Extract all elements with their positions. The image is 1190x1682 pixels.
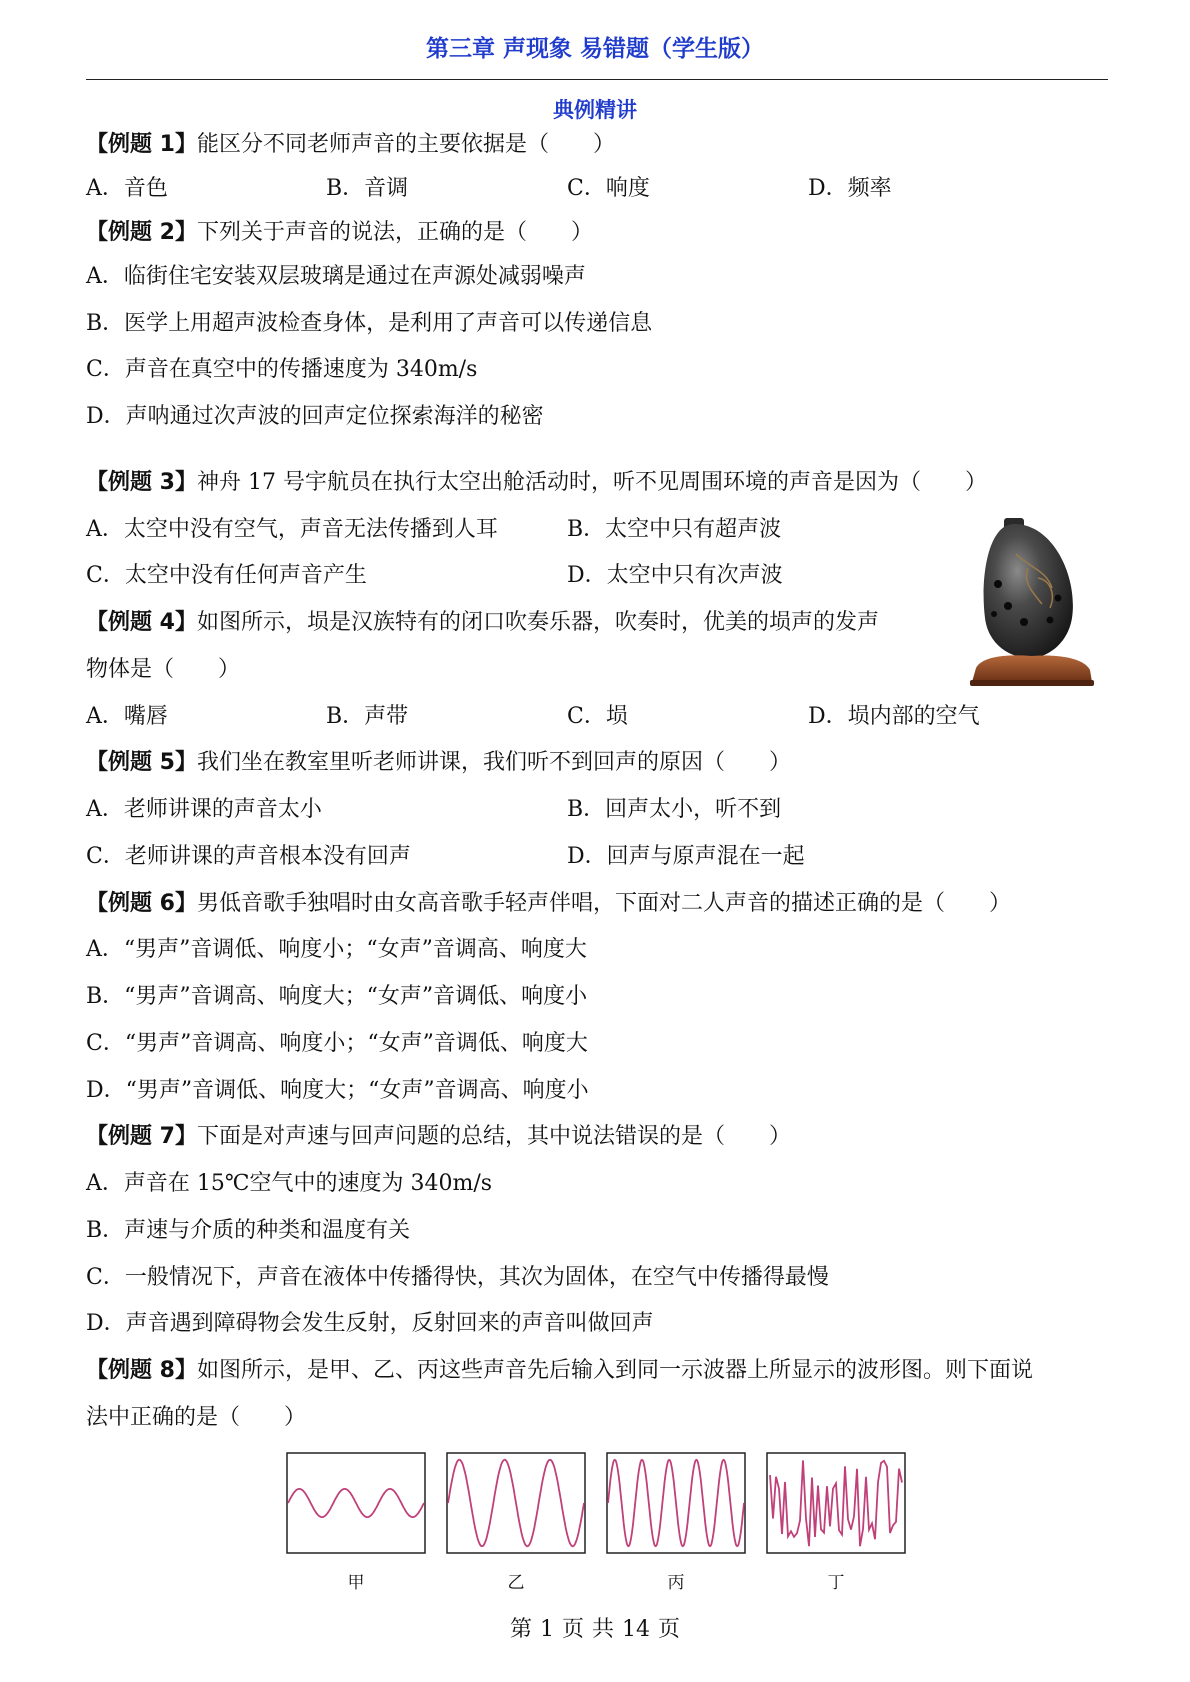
waveform-yi: [446, 1452, 586, 1554]
question-6: [86, 889, 1011, 919]
option-c: C．太空中没有任何声音产生: [86, 563, 367, 588]
option-a: A．临街住宅安装双层玻璃是通过在声源处减弱噪声: [86, 264, 586, 289]
option-d: D．声音遇到障碍物会发生反射，反射回来的声音叫做回声: [86, 1311, 654, 1336]
question-3: [86, 468, 987, 498]
question-label: 【例题 8】: [86, 1358, 197, 1383]
question-label: 【例题 4】: [86, 610, 197, 635]
option-a: A．老师讲课的声音太小: [86, 797, 322, 822]
waveform-bing: [606, 1452, 746, 1554]
section-title: 典例精讲: [553, 98, 637, 122]
page-title: 第三章 声现象 易错题（学生版）: [425, 36, 764, 62]
question-stem: 如图所示，是甲、乙、丙这些声音先后输入到同一示波器上所显示的波形图。则下面说: [196, 1358, 1033, 1383]
option-b: B．声速与介质的种类和温度有关: [86, 1218, 411, 1243]
waveform-label: 甲: [347, 1573, 365, 1593]
page-number: 1: [539, 1617, 554, 1642]
option-d: D．频率: [808, 176, 892, 201]
option-d: D．“男声”音调低、响度大；“女声”音调高、响度小: [86, 1078, 589, 1103]
option-c: C．声音在真空中的传播速度为 340m/s: [86, 357, 478, 382]
question-stem: 男低音歌手独唱时由女高音歌手轻声伴唱，下面对二人声音的描述正确的是（ ）: [196, 891, 1011, 916]
option-c: C．埙: [567, 704, 628, 729]
waveform-line: [288, 1489, 424, 1517]
question-5: [86, 748, 791, 778]
question-4-continued: 物体是（ ）: [86, 657, 241, 682]
question-label: 【例题 3】: [86, 470, 197, 495]
waveform-line: [448, 1460, 584, 1546]
waveform-ding: [766, 1452, 906, 1554]
question-stem: 如图所示，埙是汉族特有的闭口吹奏乐器，吹奏时，优美的埙声的发声: [196, 610, 879, 635]
footer-text: 页: [561, 1617, 584, 1642]
question-label: 【例题 6】: [86, 891, 197, 916]
waveform-label: 丙: [667, 1573, 685, 1593]
waveform-jia: [286, 1452, 426, 1554]
option-d: D．回声与原声混在一起: [567, 844, 805, 869]
waveform-line: [608, 1460, 744, 1546]
question-label: 【例题 5】: [86, 750, 197, 775]
question-2: [86, 218, 593, 248]
option-a: A．嘴唇: [86, 704, 168, 729]
option-b: B．回声太小，听不到: [567, 797, 782, 822]
question-1: [86, 130, 615, 160]
question-stem: 下列关于声音的说法，正确的是（ ）: [196, 220, 593, 245]
option-a: A．“男声”音调低、响度小；“女声”音调高、响度大: [86, 937, 587, 962]
footer-text: 共: [592, 1617, 615, 1642]
waveform-line: [770, 1460, 902, 1546]
waveform-label: 丁: [827, 1573, 845, 1593]
option-a: A．音色: [86, 176, 168, 201]
question-stem: 神舟 17 号宇航员在执行太空出舱活动时，听不见周围环境的声音是因为（ ）: [196, 470, 987, 495]
question-label: 【例题 1】: [86, 132, 197, 157]
option-b: B．“男声”音调高、响度大；“女声”音调低、响度小: [86, 984, 588, 1009]
page-footer: [0, 1612, 1190, 1643]
question-stem: 能区分不同老师声音的主要依据是（ ）: [196, 132, 615, 157]
footer-text: 页: [658, 1617, 681, 1642]
question-8-continued: 法中正确的是（ ）: [86, 1405, 307, 1430]
option-c: C．老师讲课的声音根本没有回声: [86, 844, 411, 869]
option-d: D．太空中只有次声波: [567, 563, 783, 588]
question-label: 【例题 2】: [86, 220, 197, 245]
footer-text: 第: [509, 1617, 532, 1642]
question-8: [86, 1356, 1033, 1386]
question-stem: 我们坐在教室里听老师讲课，我们听不到回声的原因（ ）: [196, 750, 791, 775]
ocarina-image: [968, 518, 1096, 688]
option-d: D．声呐通过次声波的回声定位探索海洋的秘密: [86, 404, 544, 429]
question-label: 【例题 7】: [86, 1124, 197, 1149]
option-b: B．音调: [326, 176, 409, 201]
question-7: [86, 1122, 791, 1152]
waveform-label: 乙: [507, 1573, 525, 1593]
option-c: C．一般情况下，声音在液体中传播得快，其次为固体，在空气中传播得最慢: [86, 1265, 829, 1290]
option-a: A．声音在 15℃空气中的速度为 340m/s: [86, 1171, 493, 1196]
page-total: 14: [622, 1617, 651, 1642]
question-4: [86, 608, 879, 638]
option-c: C．“男声”音调高、响度小；“女声”音调低、响度大: [86, 1031, 588, 1056]
option-d: D．埙内部的空气: [808, 704, 980, 729]
option-b: B．太空中只有超声波: [567, 517, 782, 542]
option-b: B．医学上用超声波检查身体，是利用了声音可以传递信息: [86, 311, 653, 336]
option-c: C．响度: [567, 176, 650, 201]
option-a: A．太空中没有空气，声音无法传播到人耳: [86, 517, 498, 542]
header-divider: [86, 79, 1108, 80]
question-stem: 下面是对声速与回声问题的总结，其中说法错误的是（ ）: [196, 1124, 791, 1149]
option-b: B．声带: [326, 704, 409, 729]
